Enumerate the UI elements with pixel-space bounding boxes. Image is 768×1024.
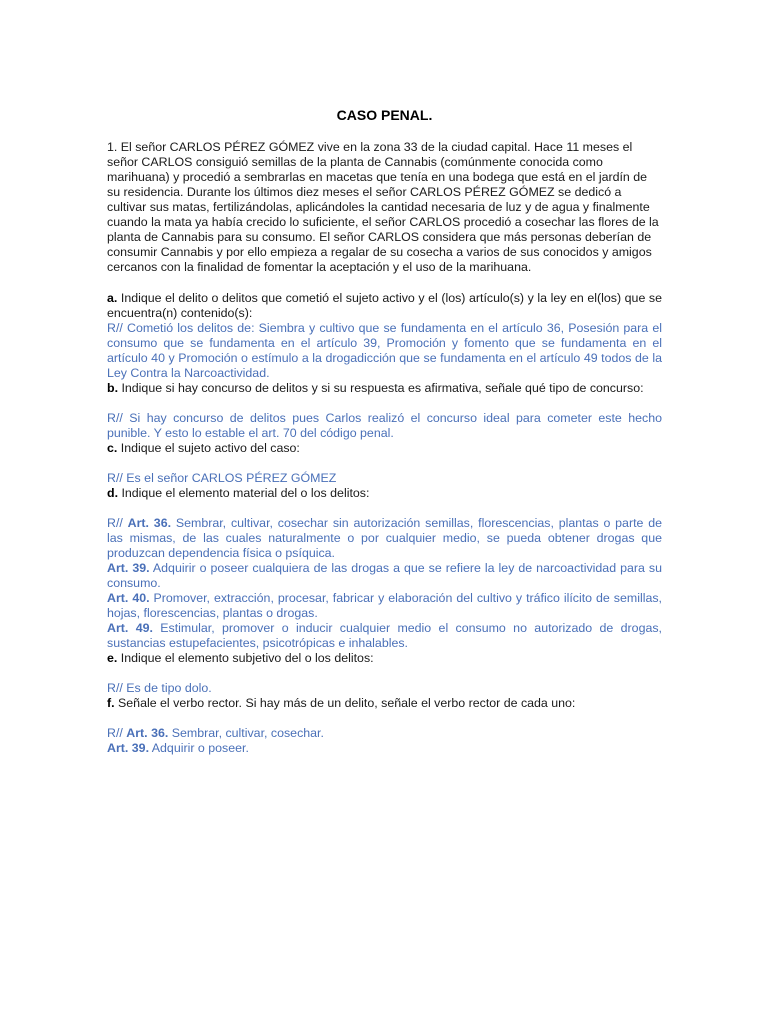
answer-d-art-49 — [107, 621, 662, 651]
article-text: Estimular, promover o inducir cualquier medio el consumo no autorizado de drogas, sustancias estupefacientes, psicotrópicas e inhalables. — [107, 621, 662, 650]
article-text: Adquirir o poseer cualquiera de las drogas a que se refiere la ley de narcoactividad para su consumo. — [107, 561, 662, 590]
spacer — [107, 711, 662, 726]
article-ref: Art. 39. — [107, 741, 150, 755]
question-b-text: Indique si hay concurso de delitos y si su respuesta es afirmativa, señale qué tipo de concurso: — [118, 381, 644, 395]
spacer — [107, 666, 662, 681]
spacer — [107, 456, 662, 471]
case-description: 1. El señor CARLOS PÉREZ GÓMEZ vive en la zona 33 de la ciudad capital. Hace 11 meses el señor CARLOS consiguió semillas de la planta de Cannabis (comúnmente conocida como marihuana) y procedió a sembrarlas en macetas que tenía en una bodega que está en el jardín de su residencia. Durante los últimos diez meses el señor CARLOS PÉREZ GÓMEZ se dedicó a cultivar sus matas, fertilizándolas, aplicándoles la cantidad necesaria de luz y de agua y finalmente cuando la mata ya había crecido lo suficiente, el señor CARLOS procedió a cosechar las flores de la planta de Cannabis para su consumo. El señor CARLOS considera que más personas deberían de consumir Cannabis y por ello empieza a regalar de su cosecha a varios de sus conocidos y amigos cercanos con la finalidad de fomentar la aceptación y el uso de la marihuana. — [107, 140, 659, 274]
answer-b: R// Si hay concurso de delitos pues Carlos realizó el concurso ideal para cometer este hecho punible. Y esto lo estable el art. 70 del código penal. — [107, 411, 662, 440]
question-a-text: Indique el delito o delitos que cometió el sujeto activo y el (los) artículo(s) y la ley en el(los) que se encuentra(n) contenido(s): — [107, 291, 662, 320]
question-d-letter: d. — [107, 486, 119, 500]
question-c — [107, 441, 662, 456]
answer-f-art-36 — [107, 726, 662, 741]
question-e — [107, 651, 662, 666]
question-d-text: Indique el elemento material del o los delitos: — [118, 486, 370, 500]
spacer — [107, 396, 662, 411]
article-ref: Art. 36. — [126, 726, 169, 740]
article-text: Sembrar, cultivar, cosechar. — [168, 726, 324, 740]
question-a — [107, 291, 662, 321]
article-ref: Art. 49. — [107, 621, 153, 635]
question-b-letter: b. — [107, 381, 119, 395]
answer-a: R// Cometió los delitos de: Siembra y cultivo que se fundamenta en el artículo 36, Posesión para el consumo que se fundamenta en el artículo 39, Promoción y fomento que se fundamenta en el artículo 40 y Promoción o estímulo a la drogadicción que se fundamenta en el artículo 49 todos de la Ley Contra la Narcoactividad. — [107, 321, 662, 380]
article-text: Sembrar, cultivar, cosechar sin autorización semillas, florescencias, plantas o parte de las mismas, de las cuales naturalmente o por cualquier medio, se pueda obtener drogas que produzcan dependencia física o psíquica. — [107, 516, 663, 560]
question-b — [107, 381, 662, 396]
question-f — [107, 696, 662, 711]
question-c-text: Indique el sujeto activo del caso: — [117, 441, 300, 455]
answer-d-art-40 — [107, 591, 662, 621]
document-page — [107, 106, 662, 756]
answer-prefix: R// — [107, 516, 128, 530]
answer-prefix: R// — [107, 726, 127, 740]
article-text: Promover, extracción, procesar, fabricar y elaboración del cultivo y tráfico ilícito de semillas, hojas, florescencias, plantas o drogas. — [107, 591, 662, 620]
question-f-text: Señale el verbo rector. Si hay más de un delito, señale el verbo rector de cada uno: — [114, 696, 576, 710]
question-f-letter: f. — [107, 696, 115, 710]
question-e-text: Indique el elemento subjetivo del o los delitos: — [117, 651, 374, 665]
article-ref: Art. 36. — [127, 516, 172, 530]
article-text: Adquirir o poseer. — [149, 741, 249, 755]
article-ref: Art. 39. — [107, 561, 150, 575]
question-a-letter: a. — [107, 291, 118, 305]
question-e-letter: e. — [107, 651, 118, 665]
question-c-letter: c. — [107, 441, 118, 455]
document-title: CASO PENAL. — [336, 107, 433, 123]
question-d — [107, 486, 662, 501]
article-ref: Art. 40. — [107, 591, 150, 605]
answer-d-art-39 — [107, 561, 662, 591]
answer-c: R// Es el señor CARLOS PÉREZ GÓMEZ — [107, 471, 337, 485]
spacer — [107, 501, 662, 516]
answer-f-art-39 — [107, 741, 662, 756]
answer-d-art-36 — [107, 516, 662, 561]
answer-e: R// Es de tipo dolo. — [107, 681, 212, 695]
